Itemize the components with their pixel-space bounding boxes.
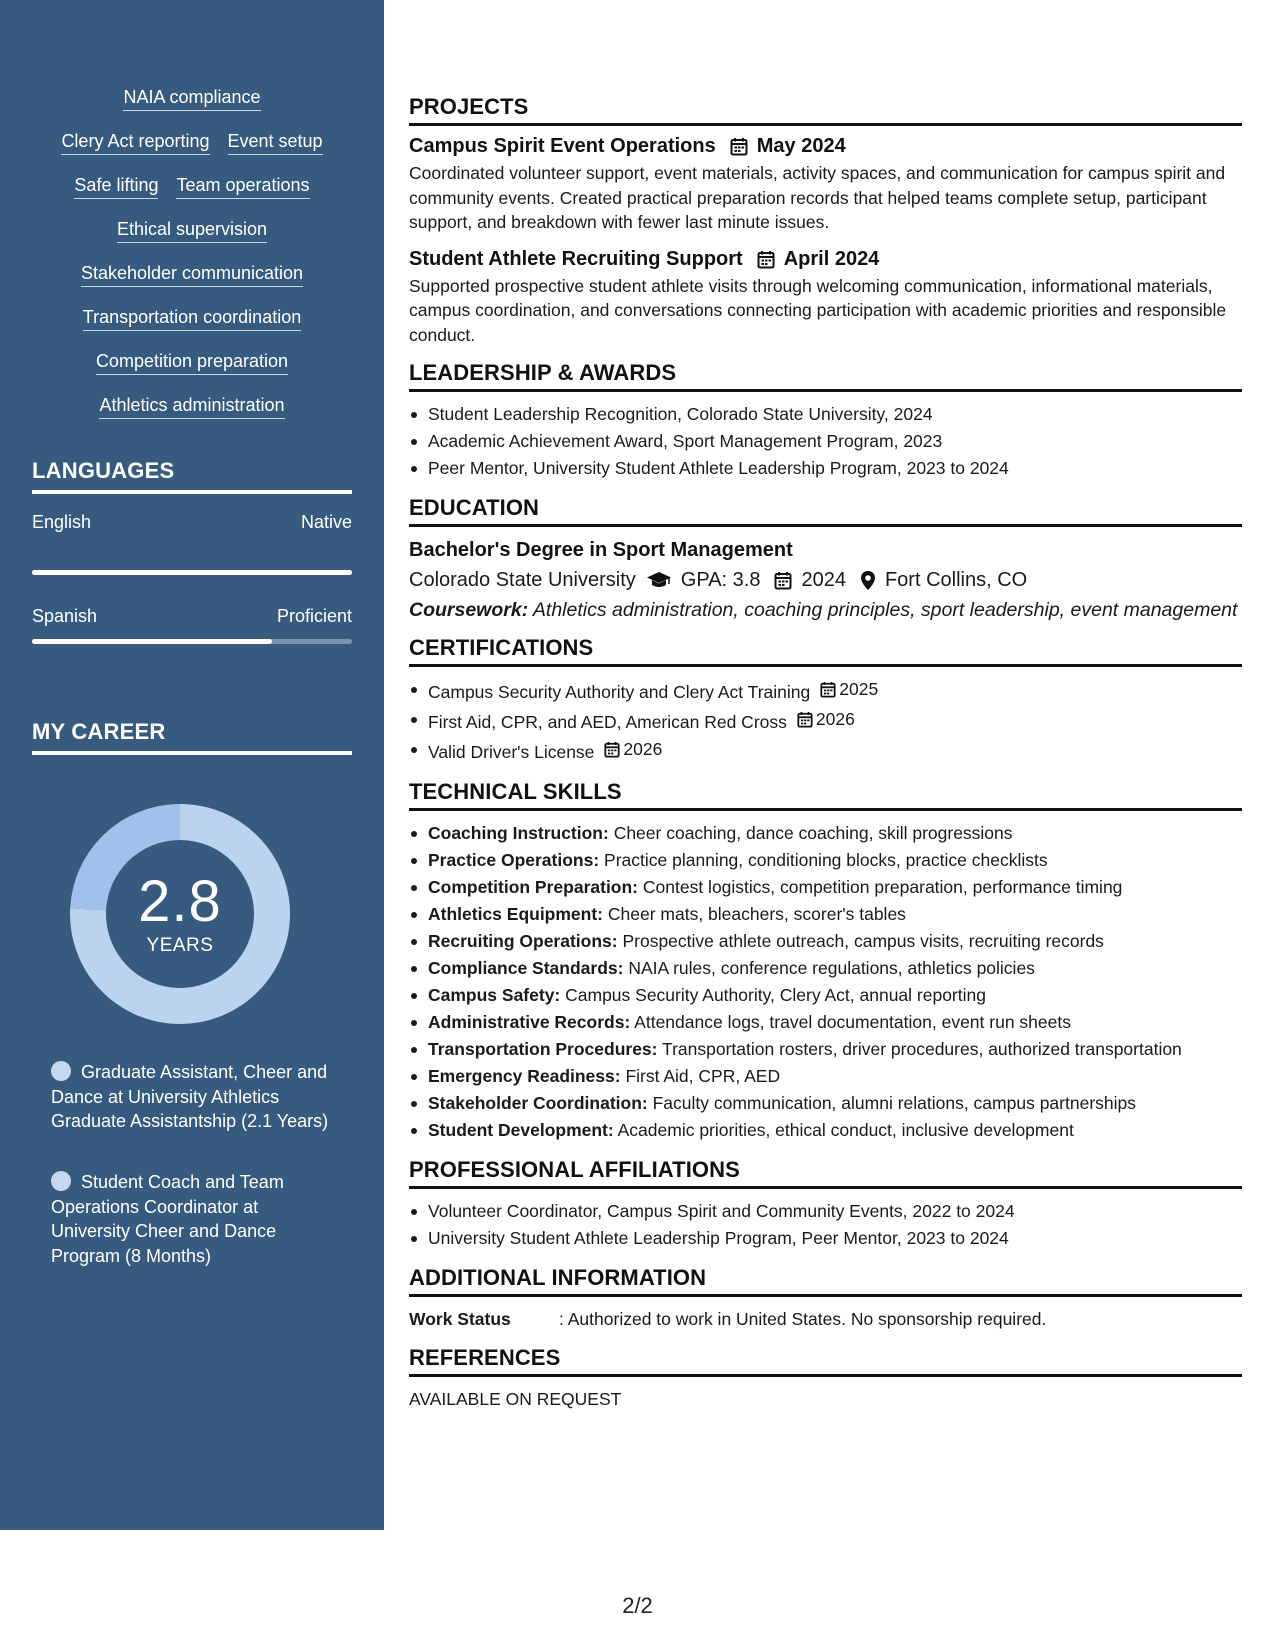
certification-name: Valid Driver's License bbox=[428, 742, 595, 762]
projects-section bbox=[409, 94, 1242, 347]
language-name: Spanish bbox=[32, 606, 98, 626]
list-item: Peer Mentor, University Student Athlete Leadership Program, 2023 to 2024 bbox=[409, 455, 1242, 482]
education-details bbox=[409, 564, 1242, 596]
certification-item bbox=[409, 706, 1242, 736]
leadership-section bbox=[409, 360, 1242, 482]
coursework-label: Coursework: bbox=[409, 599, 529, 621]
skill-item bbox=[409, 847, 1242, 874]
skill-tag-row bbox=[32, 306, 352, 331]
technical-skills-section bbox=[409, 779, 1242, 1144]
skill-item bbox=[409, 955, 1242, 982]
project-date bbox=[730, 135, 846, 158]
skill-label: Compliance Standards: bbox=[428, 958, 624, 978]
section-heading: EDUCATION bbox=[409, 495, 1242, 527]
calendar-icon bbox=[797, 711, 813, 728]
section-heading: LEADERSHIP & AWARDS bbox=[409, 360, 1242, 392]
skill-value: Faculty communication, alumni relations, campus partnerships bbox=[647, 1093, 1136, 1113]
list-item: Student Leadership Recognition, Colorado State University, 2024 bbox=[409, 401, 1242, 428]
skill-label: Practice Operations: bbox=[428, 850, 600, 870]
skill-tag: Safe lifting bbox=[74, 174, 158, 199]
page-number: 2/2 bbox=[622, 1593, 653, 1618]
skill-tag-row bbox=[32, 350, 352, 375]
list-item: Volunteer Coordinator, Campus Spirit and Community Events, 2022 to 2024 bbox=[409, 1198, 1242, 1225]
school-name: Colorado State University bbox=[409, 569, 636, 591]
skill-value: First Aid, CPR, AED bbox=[620, 1066, 781, 1086]
leadership-list bbox=[409, 401, 1242, 482]
skill-value: Academic priorities, ethical conduct, inclusive development bbox=[613, 1120, 1074, 1140]
skill-tag-row bbox=[32, 130, 352, 155]
skill-tag: Event setup bbox=[228, 130, 323, 155]
career-item bbox=[51, 1060, 341, 1134]
skill-value: Attendance logs, travel documentation, event run sheets bbox=[630, 1012, 1071, 1032]
skill-tag-row bbox=[32, 394, 352, 419]
skill-label: Emergency Readiness: bbox=[428, 1066, 621, 1086]
project-title: Campus Spirit Event Operations bbox=[409, 135, 716, 157]
skill-tag: Ethical supervision bbox=[117, 218, 267, 243]
skill-tag: Clery Act reporting bbox=[61, 130, 209, 155]
career-total-unit: YEARS bbox=[146, 935, 214, 956]
section-heading: CERTIFICATIONS bbox=[409, 635, 1242, 667]
calendar-icon bbox=[757, 250, 775, 269]
career-item-text: Student Coach and Team Operations Coordinator at University Cheer and Dance Program (8 Months) bbox=[51, 1172, 284, 1266]
career-donut-center bbox=[67, 801, 293, 1027]
references-text: AVAILABLE ON REQUEST bbox=[409, 1389, 622, 1409]
skill-item bbox=[409, 1009, 1242, 1036]
certification-name: First Aid, CPR, and AED, American Red Cross bbox=[428, 712, 787, 732]
language-level-fill bbox=[32, 639, 272, 644]
project-date-text: April 2024 bbox=[783, 247, 880, 270]
skill-value: Campus Security Authority, Clery Act, annual reporting bbox=[560, 985, 986, 1005]
skill-tag-row bbox=[32, 174, 352, 199]
skill-item bbox=[409, 1090, 1242, 1117]
career-total-value: 2.8 bbox=[138, 869, 222, 934]
skill-value: Cheer mats, bleachers, scorer's tables bbox=[603, 904, 906, 924]
career-legend-dot bbox=[51, 1171, 71, 1191]
certifications-list bbox=[409, 676, 1242, 766]
skill-label: Transportation Procedures: bbox=[428, 1039, 658, 1059]
location: Fort Collins, CO bbox=[884, 569, 1028, 591]
skill-value: Cheer coaching, dance coaching, skill progressions bbox=[608, 823, 1013, 843]
language-row bbox=[32, 606, 352, 627]
skill-tag: Competition preparation bbox=[96, 350, 288, 375]
list-item: Academic Achievement Award, Sport Management Program, 2023 bbox=[409, 428, 1242, 455]
calendar-icon bbox=[730, 137, 748, 156]
additional-info-section bbox=[409, 1265, 1242, 1332]
main-content bbox=[409, 94, 1242, 1425]
work-status-row bbox=[409, 1306, 1242, 1332]
skill-label: Stakeholder Coordination: bbox=[428, 1093, 648, 1113]
skill-value: NAIA rules, conference regulations, athletics policies bbox=[623, 958, 1035, 978]
skill-tag: NAIA compliance bbox=[123, 86, 260, 111]
project-date-text: May 2024 bbox=[756, 135, 846, 157]
certification-date bbox=[797, 706, 855, 733]
skill-item bbox=[409, 1036, 1242, 1063]
certification-date bbox=[820, 676, 878, 703]
section-heading: PROFESSIONAL AFFILIATIONS bbox=[409, 1157, 1242, 1189]
language-row bbox=[32, 512, 352, 533]
career-item bbox=[51, 1170, 341, 1268]
project-description: Supported prospective student athlete visits through welcoming communication, informational materials, campus coordination, and conversations connecting participation with academic priorities and responsible conduct. bbox=[409, 275, 1227, 345]
skill-value: Contest logistics, competition preparation, performance timing bbox=[638, 877, 1123, 897]
skill-tag-row bbox=[32, 262, 352, 287]
skill-value: Practice planning, conditioning blocks, practice checklists bbox=[599, 850, 1048, 870]
certification-year: 2026 bbox=[623, 739, 663, 759]
skill-item bbox=[409, 1117, 1242, 1144]
language-level-bar bbox=[32, 639, 352, 644]
certification-year: 2025 bbox=[839, 679, 879, 699]
skill-label: Coaching Instruction: bbox=[428, 823, 609, 843]
skill-label: Athletics Equipment: bbox=[428, 904, 604, 924]
list-item: University Student Athlete Leadership Program, Peer Mentor, 2023 to 2024 bbox=[409, 1225, 1242, 1252]
certification-year: 2026 bbox=[815, 709, 855, 729]
skill-tag: Stakeholder communication bbox=[81, 262, 303, 287]
skill-item bbox=[409, 820, 1242, 847]
skill-tag-row bbox=[32, 218, 352, 243]
coursework bbox=[409, 598, 1242, 623]
skill-item bbox=[409, 982, 1242, 1009]
skill-item bbox=[409, 901, 1242, 928]
certifications-section bbox=[409, 635, 1242, 766]
language-level: Native bbox=[300, 512, 352, 532]
map-pin-icon bbox=[860, 570, 876, 591]
sidebar bbox=[0, 0, 384, 1530]
section-heading: REFERENCES bbox=[409, 1345, 1242, 1377]
skill-label: Campus Safety: bbox=[428, 985, 561, 1005]
certification-item bbox=[409, 736, 1242, 766]
calendar-icon bbox=[820, 681, 836, 698]
skill-value: Transportation rosters, driver procedures, authorized transportation bbox=[657, 1039, 1182, 1059]
graduation-year: 2024 bbox=[801, 569, 846, 591]
section-heading: PROJECTS bbox=[409, 94, 1242, 126]
technical-skills-list bbox=[409, 820, 1242, 1144]
section-heading: ADDITIONAL INFORMATION bbox=[409, 1265, 1242, 1297]
career-legend-dot bbox=[51, 1061, 71, 1081]
skill-label: Administrative Records: bbox=[428, 1012, 631, 1032]
skill-value: Prospective athlete outreach, campus visits, recruiting records bbox=[617, 931, 1104, 951]
work-status-label: Work Status bbox=[409, 1309, 511, 1329]
skill-item bbox=[409, 1063, 1242, 1090]
skill-tag: Team operations bbox=[176, 174, 309, 199]
section-heading: TECHNICAL SKILLS bbox=[409, 779, 1242, 811]
skill-tag: Transportation coordination bbox=[83, 306, 301, 331]
skill-item bbox=[409, 874, 1242, 901]
project-header bbox=[409, 135, 1242, 158]
certification-item bbox=[409, 676, 1242, 706]
degree-title: Bachelor's Degree in Sport Management bbox=[409, 539, 793, 561]
skill-label: Competition Preparation: bbox=[428, 877, 639, 897]
graduation-cap-icon bbox=[646, 571, 672, 589]
certification-date bbox=[604, 736, 662, 763]
skill-tag: Athletics administration bbox=[99, 394, 284, 419]
languages-heading: LANGUAGES bbox=[32, 458, 352, 494]
references-section bbox=[409, 1345, 1242, 1412]
certification-name: Campus Security Authority and Clery Act Training bbox=[428, 682, 811, 702]
career-item-text: Graduate Assistant, Cheer and Dance at University Athletics Graduate Assistantship (2.1 Years) bbox=[51, 1062, 329, 1131]
career-heading: MY CAREER bbox=[32, 719, 352, 755]
skill-item bbox=[409, 928, 1242, 955]
language-level-fill bbox=[32, 570, 352, 575]
language-level: Proficient bbox=[276, 606, 352, 626]
coursework-text: Athletics administration, coaching principles, sport leadership, event management bbox=[528, 599, 1238, 621]
language-name: English bbox=[32, 512, 92, 532]
skill-label: Recruiting Operations: bbox=[428, 931, 618, 951]
work-status-value: : Authorized to work in United States. No sponsorship required. bbox=[559, 1309, 1047, 1329]
language-level-bar bbox=[32, 570, 352, 575]
project-date bbox=[757, 248, 880, 271]
project-title: Student Athlete Recruiting Support bbox=[409, 247, 743, 270]
gpa: GPA: 3.8 bbox=[680, 569, 761, 591]
calendar-icon bbox=[604, 741, 620, 758]
skill-tag-row bbox=[32, 86, 352, 111]
skill-tags bbox=[32, 86, 352, 419]
project-header bbox=[409, 248, 1242, 271]
skill-label: Student Development: bbox=[428, 1120, 614, 1140]
project-description: Coordinated volunteer support, event materials, activity spaces, and communication for campus spirit and community events. Created practical preparation records that helped teams complete setup, participant support, and breakdown with fewer last minute issues. bbox=[409, 163, 1226, 232]
affiliations-list bbox=[409, 1198, 1242, 1252]
education-section bbox=[409, 495, 1242, 623]
calendar-icon bbox=[774, 571, 792, 590]
affiliations-section bbox=[409, 1157, 1242, 1252]
